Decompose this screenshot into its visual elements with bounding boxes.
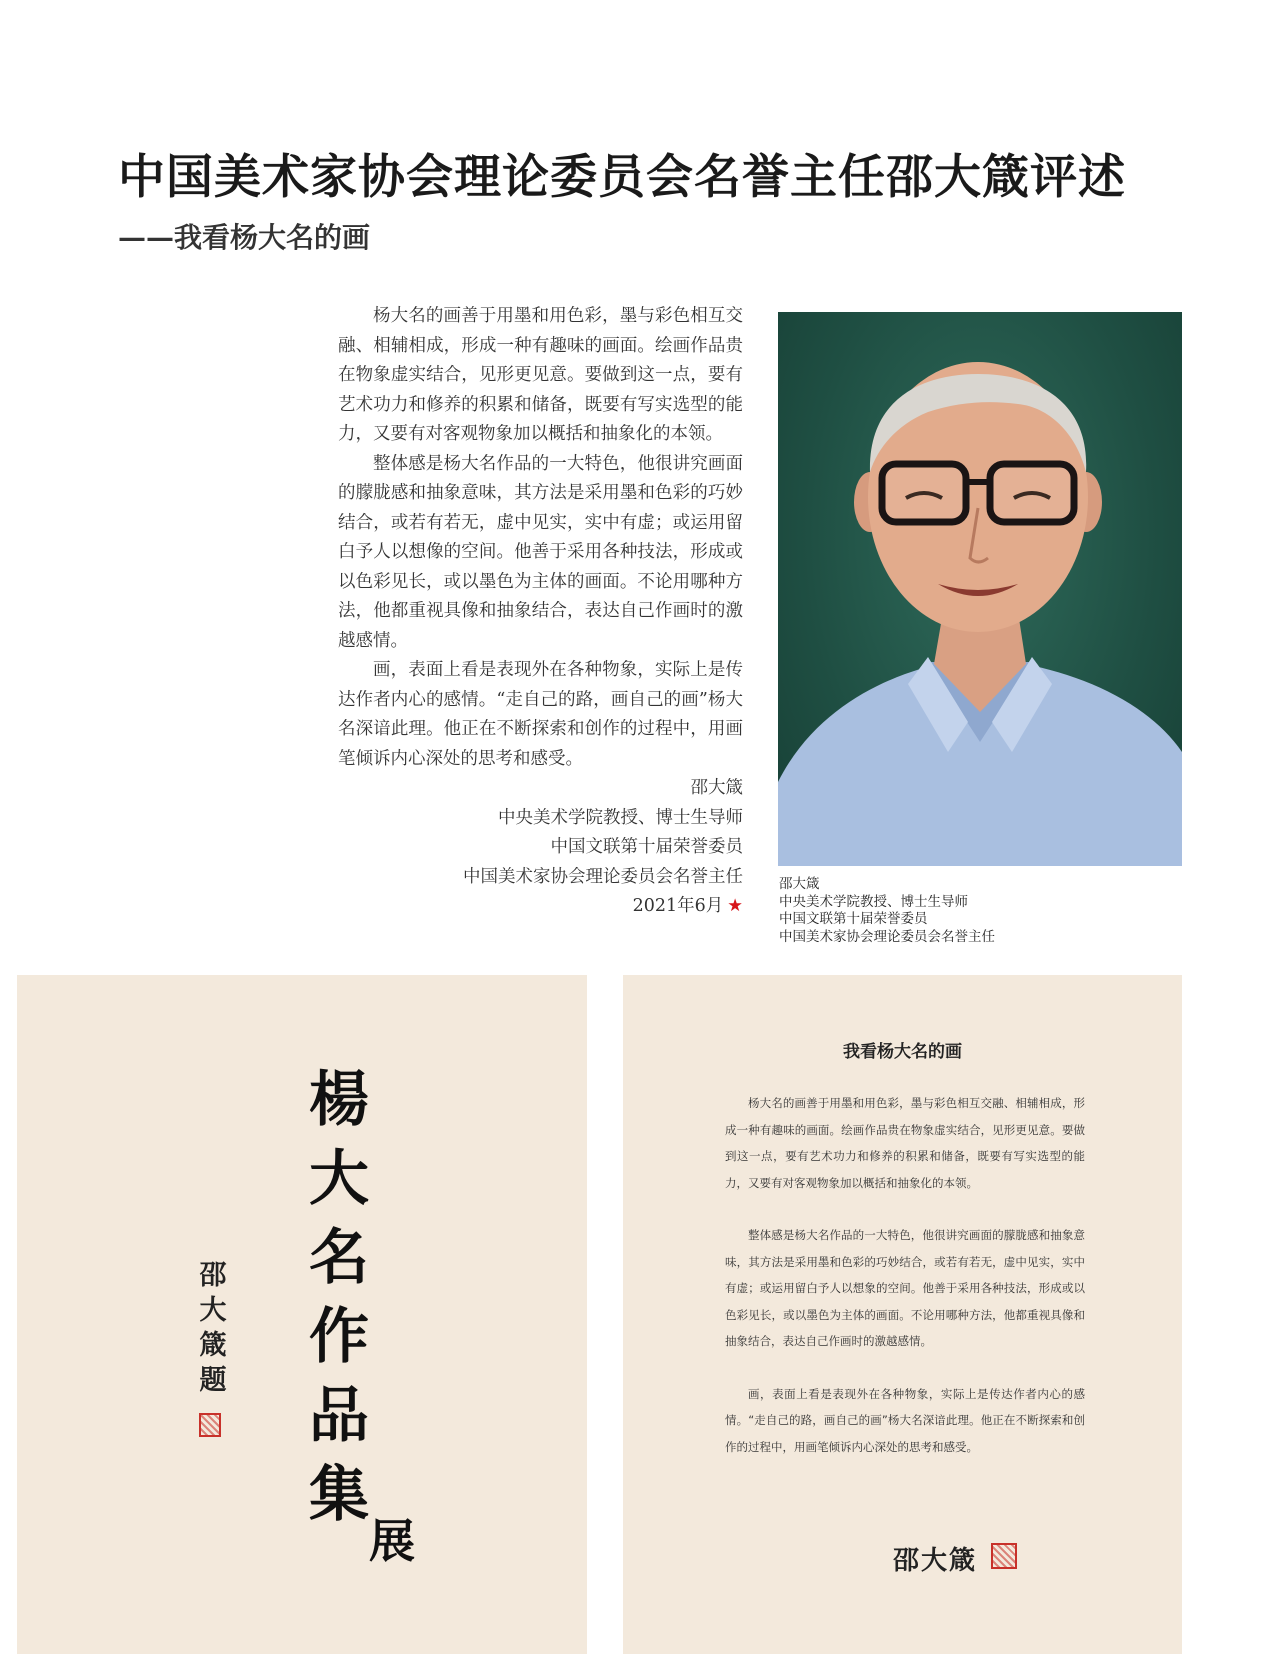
calligraphy-char: 名 (309, 1223, 369, 1293)
calligraphy-char: 展 (369, 1514, 415, 1568)
page-title: 中国美术家协会理论委员会名誉主任邵大箴评述 (118, 150, 1126, 205)
calligraphy-inscription (193, 1258, 233, 1398)
letter-body (725, 1090, 1085, 1486)
portrait-photo (778, 312, 1182, 866)
review-article (338, 302, 743, 922)
calligraphy-char: 作 (309, 1302, 369, 1372)
calligraphy-title (279, 1065, 399, 1544)
article-signature (338, 774, 743, 922)
red-seal-icon (991, 1543, 1017, 1569)
inscription-char: 大 (199, 1295, 227, 1327)
calligraphy-char: 大 (309, 1144, 369, 1214)
calligraphy-char: 楊 (309, 1065, 369, 1135)
calligraphy-panel (17, 975, 587, 1654)
letter-title: 我看杨大名的画 (843, 1042, 962, 1062)
letter-paragraph: 画，表面上看是表现外在各种物象，实际上是传达作者内心的感情。“走自己的路，画自己的画”杨大名深谙此理。他正在不断探索和创作的过程中，用画笔倾诉内心深处的思考和感受。 (725, 1386, 1085, 1454)
letter-paragraph: 杨大名的画善于用墨和用色彩，墨与彩色相互交融、相辅相成，形成一种有趣味的画面。绘画作品贵在物象虚实结合，见形更见意。要做到这一点，要有艺术功力和修养的积累和储备，既要有写实选型的能力，又要有对客观物象加以概括和抽象化的本领。 (725, 1096, 1085, 1190)
caption-line: 中央美术学院教授、博士生导师 (779, 893, 968, 910)
signature-title: 中国文联第十届荣誉委员 (550, 837, 743, 857)
inscription-char: 箴 (199, 1330, 227, 1362)
signature-title: 中国美术家协会理论委员会名誉主任 (463, 866, 743, 887)
article-paragraph: 整体感是杨大名作品的一大特色，他很讲究画面的朦胧感和抽象意味，其方法是采用墨和色彩的巧妙结合，或若有若无，虚中见实，实中有虚；或运用留白予人以想像的空间。他善于采用各种技法，形成或以色彩见长，或以墨色为主体的画面。不论用哪种方法，他都重视具像和抽象结合，表达自己作画时的激越感情。 (338, 453, 743, 651)
signature-title: 中央美术学院教授、博士生导师 (498, 807, 743, 828)
letter-signature: 邵大箴 (893, 1546, 978, 1576)
article-paragraph: 画，表面上看是表现外在各种物象，实际上是传达作者内心的感情。“走自己的路，画自己的画”杨大名深谙此理。他正在不断探索和创作的过程中，用画笔倾诉内心深处的思考和感受。 (338, 660, 743, 769)
page-subtitle: ——我看杨大名的画 (118, 221, 371, 254)
inscription-char: 题 (199, 1365, 227, 1397)
inscription-char: 邵 (199, 1260, 227, 1291)
signature-date-line (338, 892, 743, 922)
caption-line: 邵大箴 (779, 876, 820, 892)
calligraphy-char: 品 (309, 1381, 369, 1451)
letter-paragraph: 整体感是杨大名作品的一大特色，他很讲究画面的朦胧感和抽象意味，其方法是采用墨和色彩的巧妙结合，或若有若无，虚中见实，实中有虚；或运用留白予人以想象的空间。他善于采用各种技法，形成或以色彩见长，或以墨色为主体的画面。不论用哪种方法，他都重视具像和抽象结合，表达自己作画时的激越感情。 (725, 1228, 1085, 1348)
calligraphy-char: 集 (309, 1460, 369, 1530)
signature-date: 2021年6月 (632, 896, 724, 916)
portrait-figure (778, 312, 1182, 866)
red-seal-icon (199, 1413, 221, 1437)
photo-caption (779, 876, 1079, 946)
letter-panel (623, 975, 1182, 1654)
caption-line: 中国文联第十届荣誉委员 (779, 911, 928, 927)
signature-name: 邵大箴 (690, 778, 743, 798)
star-icon: ★ (727, 896, 743, 916)
article-paragraph: 杨大名的画善于用墨和用色彩，墨与彩色相互交融、相辅相成，形成一种有趣味的画面。绘画作品贵在物象虚实结合，见形更见意。要做到这一点，要有艺术功力和修养的积累和储备，既要有写实选型的能力，又要有对客观物象加以概括和抽象化的本领。 (338, 306, 743, 444)
caption-line: 中国美术家协会理论委员会名誉主任 (779, 928, 995, 945)
